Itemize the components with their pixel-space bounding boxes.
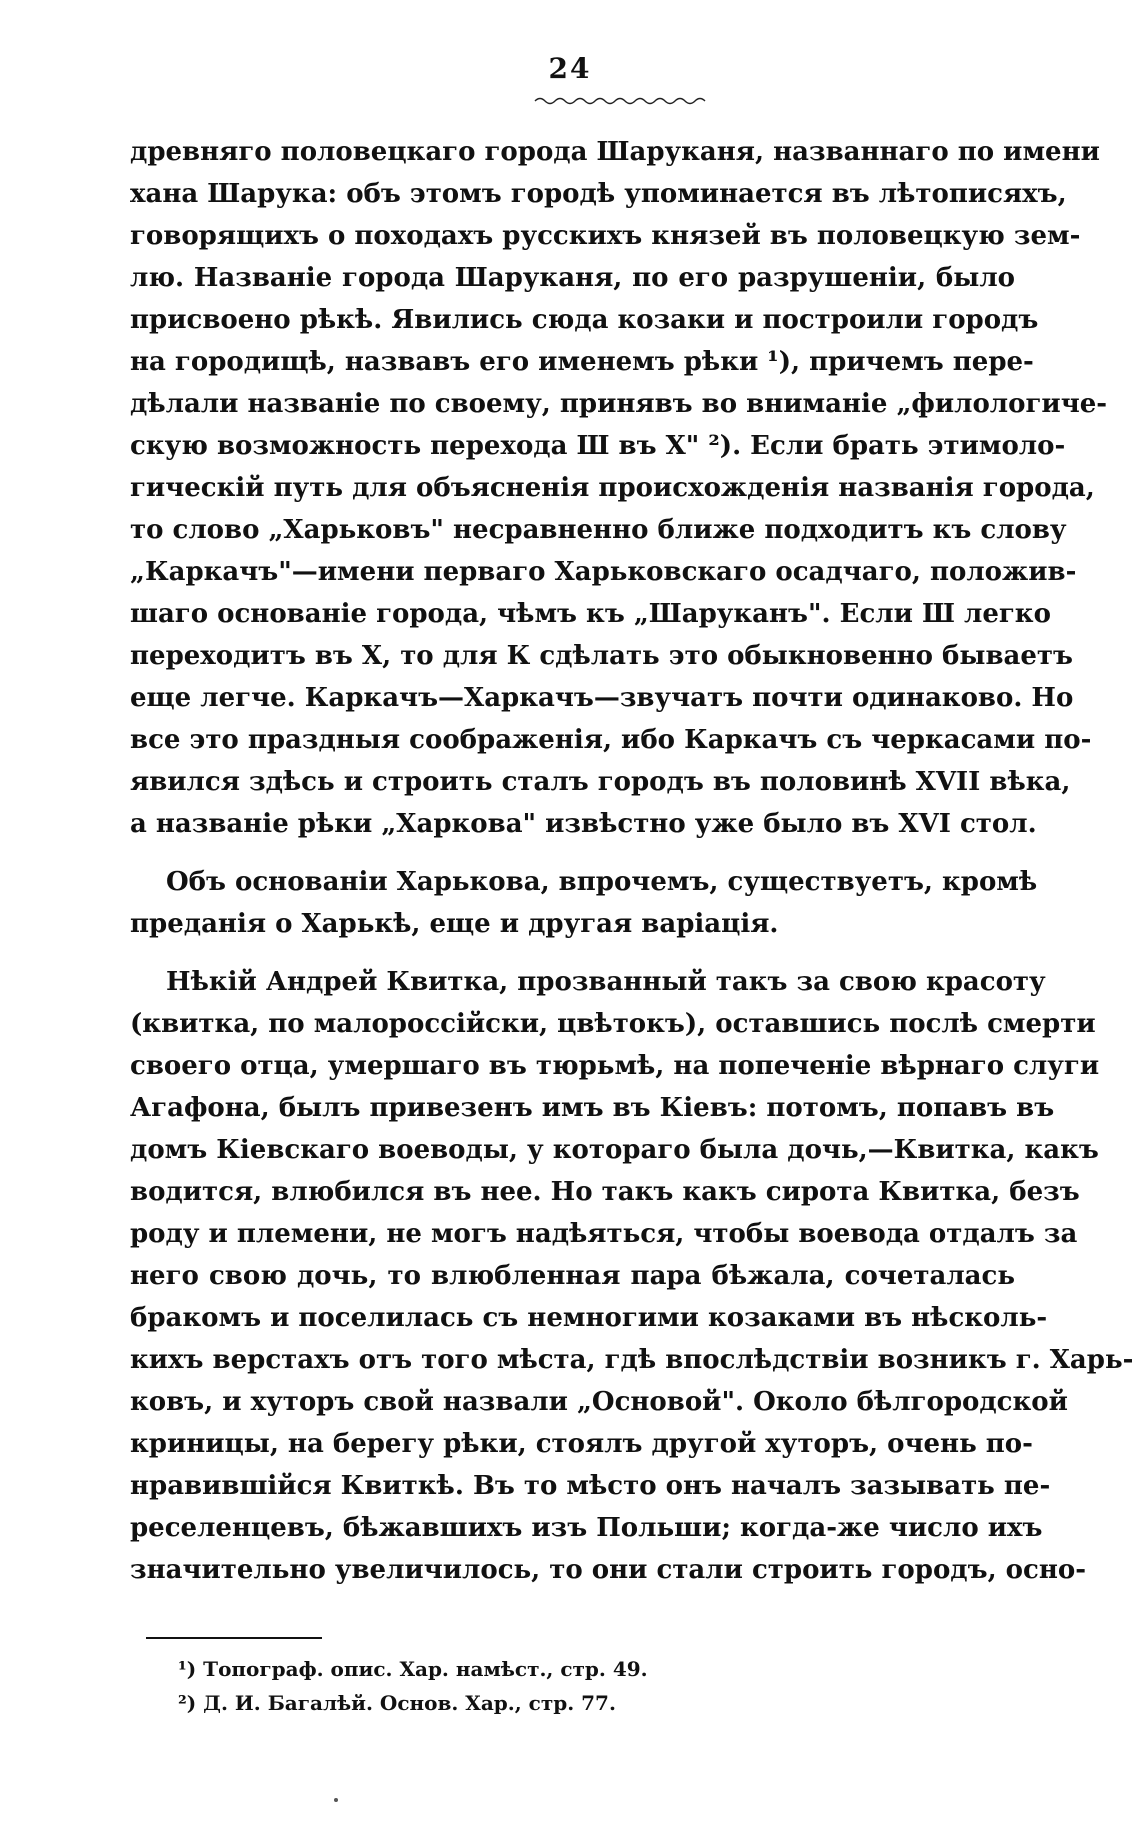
text-line: хана Шарука: объ этомъ городѣ упоминается въ лѣтописяхъ,	[130, 179, 1067, 209]
text-line: домъ Кіевскаго воеводы, у котораго была дочь,—Квитка, какъ	[130, 1135, 1099, 1165]
text-line: на городищѣ, назвавъ его именемъ рѣки ¹), причемъ пере-	[130, 347, 1034, 377]
text-line: шаго основаніе города, чѣмъ къ „Шаруканъ". Если Ш легко	[130, 599, 1051, 629]
text-line: присвоено рѣкѣ. Явились сюда козаки и построили городъ	[130, 305, 1039, 335]
text-line: гическій путь для объясненія происхожденія названія города,	[130, 473, 1095, 503]
text-line: бракомъ и поселилась съ немногими козаками въ нѣсколь-	[130, 1303, 1048, 1333]
paragraph-gap	[130, 845, 1015, 861]
text-line: то слово „Харьковъ" несравненно ближе подходитъ къ слову	[130, 515, 1067, 545]
text-line: нравившійся Квиткѣ. Въ то мѣсто онъ началъ зазывать пе-	[130, 1471, 1051, 1501]
text-line: а названіе рѣки „Харкова" извѣстно уже было въ XVI стол.	[130, 809, 1037, 839]
text-line: преданія о Харькѣ, еще и другая варіація.	[130, 909, 779, 939]
text-line: роду и племени, не могъ надѣяться, чтобы воевода отдалъ за	[130, 1219, 1078, 1249]
text-line: все это праздныя соображенія, ибо Каркачъ съ черкасами по-	[130, 725, 1092, 755]
text-line: него свою дочь, то влюбленная пара бѣжала, сочеталась	[130, 1261, 1015, 1291]
text-line: (квитка, по малороссійски, цвѣтокъ), оставшись послѣ смерти	[130, 1009, 1096, 1039]
page-number: 24	[548, 52, 592, 85]
footnotes	[178, 1652, 878, 1720]
footnote-2: ²) Д. И. Багалѣй. Основ. Хар., стр. 77.	[178, 1691, 616, 1715]
text-line: водится, влюбился въ нее. Но такъ какъ сирота Квитка, безъ	[130, 1177, 1080, 1207]
text-line: Нѣкій Андрей Квитка, прозванный такъ за свою красоту	[166, 967, 1046, 997]
paragraph-gap	[130, 945, 1015, 961]
text-line: „Каркачъ"—имени перваго Харьковскаго осадчаго, положив-	[130, 557, 1077, 587]
text-line: дѣлали названіе по своему, принявъ во вниманіе „филологиче-	[130, 389, 1108, 419]
text-line: кихъ верстахъ отъ того мѣста, гдѣ впослѣдствіи возникъ г. Харь-	[130, 1345, 1134, 1375]
footnote-1: ¹) Топограф. опис. Хар. намѣст., стр. 49.	[178, 1657, 648, 1681]
text-line: реселенцевъ, бѣжавшихъ изъ Польши; когда-же число ихъ	[130, 1513, 1043, 1543]
body-text	[130, 131, 1134, 1591]
text-line: говорящихъ о походахъ русскихъ князей въ половецкую зем-	[130, 221, 1081, 251]
text-line: скую возможность перехода Ш въ Х" ²). Если брать этимоло-	[130, 431, 1066, 461]
text-line: лю. Названіе города Шаруканя, по его разрушеніи, было	[130, 263, 1015, 293]
text-line: переходитъ въ Х, то для К сдѣлать это обыкновенно бываетъ	[130, 641, 1073, 671]
text-line: Агафона, былъ привезенъ имъ въ Кіевъ: потомъ, попавъ въ	[130, 1093, 1055, 1123]
paragraph-2	[130, 861, 1038, 945]
header-ornament	[535, 96, 705, 106]
ink-speck	[334, 1798, 338, 1802]
text-line: еще легче. Каркачъ—Харкачъ—звучатъ почти одинаково. Но	[130, 683, 1074, 713]
text-line: ковъ, и хуторъ свой назвали „Основой". Около бѣлгородской	[130, 1387, 1068, 1417]
text-line: древняго половецкаго города Шаруканя, названнаго по имени	[130, 137, 1100, 167]
text-line: явился здѣсь и строить сталъ городъ въ половинѣ XVII вѣка,	[130, 767, 1071, 797]
paragraph-3	[130, 961, 1134, 1591]
text-line: значительно увеличилось, то они стали строить городъ, осно-	[130, 1555, 1087, 1585]
paragraph-1	[130, 131, 1108, 845]
text-line: своего отца, умершаго въ тюрьмѣ, на попеченіе вѣрнаго слуги	[130, 1051, 1100, 1081]
text-line: криницы, на берегу рѣки, стоялъ другой хуторъ, очень по-	[130, 1429, 1033, 1459]
text-line: Объ основаніи Харькова, впрочемъ, существуетъ, кромѣ	[166, 867, 1038, 897]
footnote-divider	[146, 1637, 322, 1639]
